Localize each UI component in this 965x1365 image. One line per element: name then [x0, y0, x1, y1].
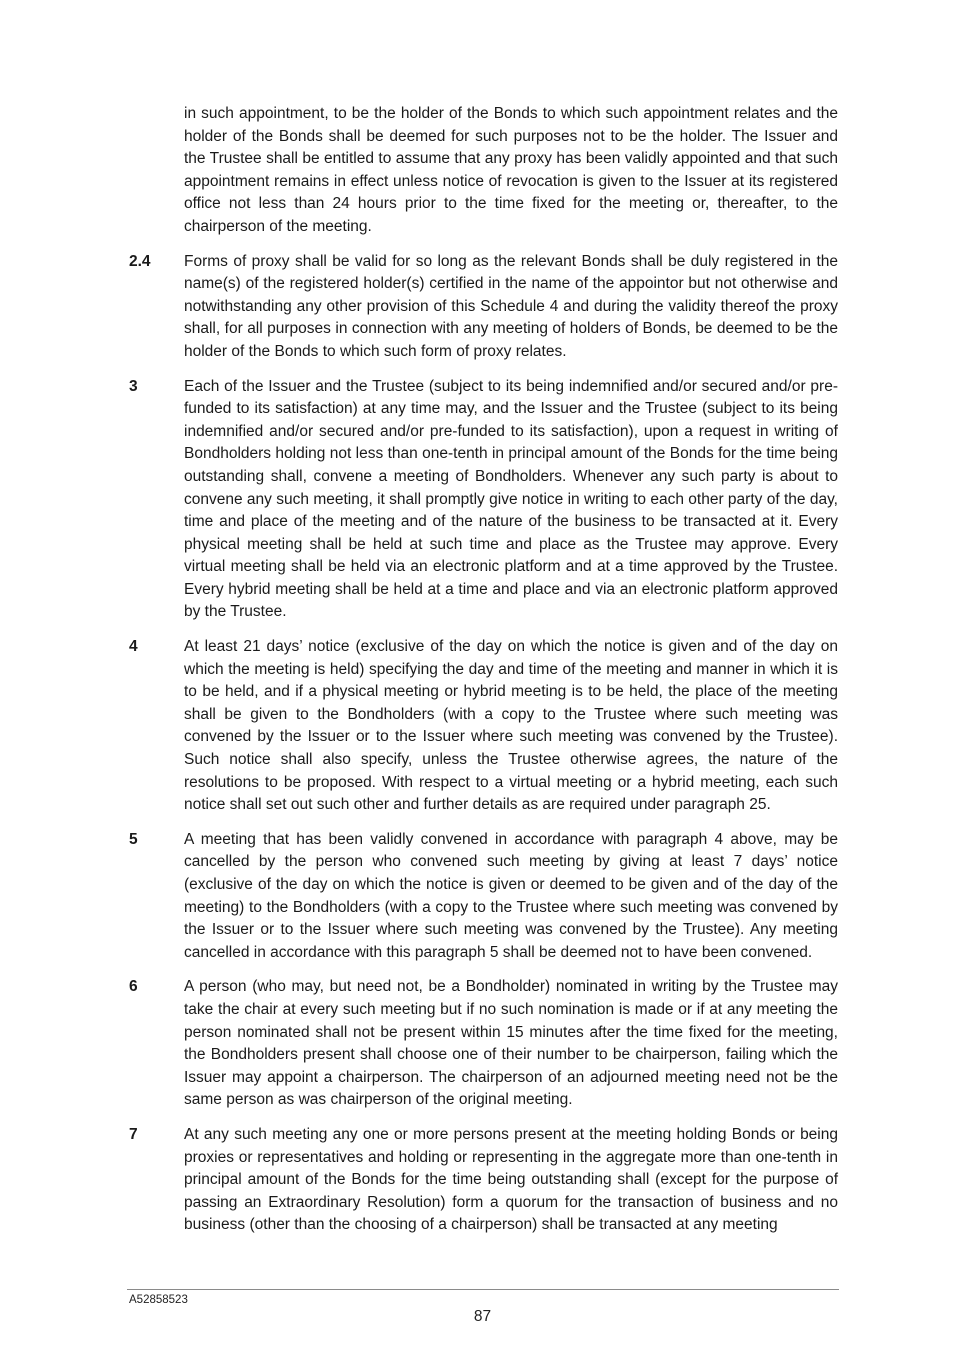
paragraph-number: 4	[129, 638, 138, 656]
paragraph-2-4	[129, 251, 838, 364]
paragraph-number: 2.4	[129, 252, 151, 270]
paragraph-6	[129, 976, 838, 1112]
paragraph-text: A meeting that has been validly convened in accordance with paragraph 4 above, may be cancelled by the person who convened such meeting by giving at least 7 days’ notice (exclusive of the day on which the notice is given or deemed to be given and of the day of the meeting) to the Bondholders (with a copy to the Trustee where such meeting was convened by the Issuer or to the Issuer where such meeting was convened by the Trustee). Any meeting cancelled in accordance with this paragraph 5 shall be deemed not to have been convened.	[184, 830, 838, 961]
paragraph-4	[129, 636, 838, 817]
paragraph-number: 5	[129, 830, 138, 848]
paragraph-3	[129, 376, 838, 625]
paragraph-text: At least 21 days’ notice (exclusive of the day on which the notice is given and of the day on which the meeting is held) specifying the day and time of the meeting and manner in which it is to be held, and if a physical meeting or hybrid meeting is to be held, the place of the meeting shall be given to the Bondholders (with a copy to the Trustee where such meeting was convened by the Issuer or to the Issuer where such meeting was convened by the Trustee). Such notice shall also specify, unless the Trustee otherwise agrees, the nature of the resolutions to be proposed. With respect to a virtual meeting or a hybrid meeting, each such notice shall set out such other and further details as are required under paragraph 25.	[184, 638, 838, 814]
paragraph-number: 6	[129, 978, 138, 996]
paragraph-number: 7	[129, 1125, 138, 1143]
paragraph-5	[129, 829, 838, 965]
paragraph-text: At any such meeting any one or more persons present at the meeting holding Bonds or being proxies or representatives and holding or representing in the aggregate more than one-tenth in principal amount of the Bonds for the time being outstanding shall (except for the purpose of passing an Extraordinary Resolution) form a quorum for the transaction of business and no business (other than the choosing of a chairperson) shall be transacted at any meeting	[184, 1125, 838, 1234]
paragraph-text: A person (who may, but need not, be a Bondholder) nominated in writing by the Trustee may take the chair at every such meeting but if no such nomination is made or if at any meeting the person nominated shall not be present within 15 minutes after the time fixed for the meeting, the Bondholders present shall choose one of their number to be chairperson, failing which the Issuer may appoint a chairperson. The chairperson of an adjourned meeting need not be the same person as was chairperson of the original meeting.	[184, 978, 838, 1109]
document-reference: A52858523	[129, 1294, 188, 1306]
paragraph-continuation	[129, 103, 838, 239]
paragraph-text: in such appointment, to be the holder of the Bonds to which such appointment relates and the holder of the Bonds shall be deemed for such purposes not to be the holder. The Issuer and the Trustee shall be entitled to assume that any proxy has been validly appointed and that such appointment remains in effect unless notice of revocation is given to the Issuer at its registered office not less than 24 hours prior to the time fixed for the meeting or, thereafter, to the chairperson of the meeting.	[184, 105, 838, 235]
paragraph-number: 3	[129, 377, 138, 395]
document-body	[129, 103, 838, 1249]
paragraph-text: Forms of proxy shall be valid for so long as the relevant Bonds shall be duly registered in the name(s) of the registered holder(s) certified in the name of the appointor but not otherwise and notwithstanding any other provision of this Schedule 4 and during the validity thereof the proxy shall, for all purposes in connection with any meeting of holders of Bonds, be deemed to be the holder of the Bonds to which such form of proxy relates.	[184, 252, 838, 360]
paragraph-text: Each of the Issuer and the Trustee (subject to its being indemnified and/or secured and/or pre-funded to its satisfaction) at any time may, and the Issuer and the Trustee (subject to its being indemnified and/or secured and/or pre-funded to its satisfaction), upon a request in writing of Bondholders holding not less than one-tenth in principal amount of the Bonds for the time being outstanding shall, convene a meeting of Bondholders. Whenever any such party is about to convene any such meeting, it shall promptly give notice in writing to each other party of the day, time and place of the meeting and of the nature of the business to be transacted at it. Every physical meeting shall be held at such time and place as the Trustee may approve. Every virtual meeting shall be held via an electronic platform and at a time approved by the Trustee. Every hybrid meeting shall be held at a time and place and via an electronic platform approved by the Trustee.	[184, 377, 838, 621]
page-number: 87	[473, 1308, 492, 1325]
paragraph-7	[129, 1124, 838, 1237]
footer-divider	[127, 1289, 839, 1290]
